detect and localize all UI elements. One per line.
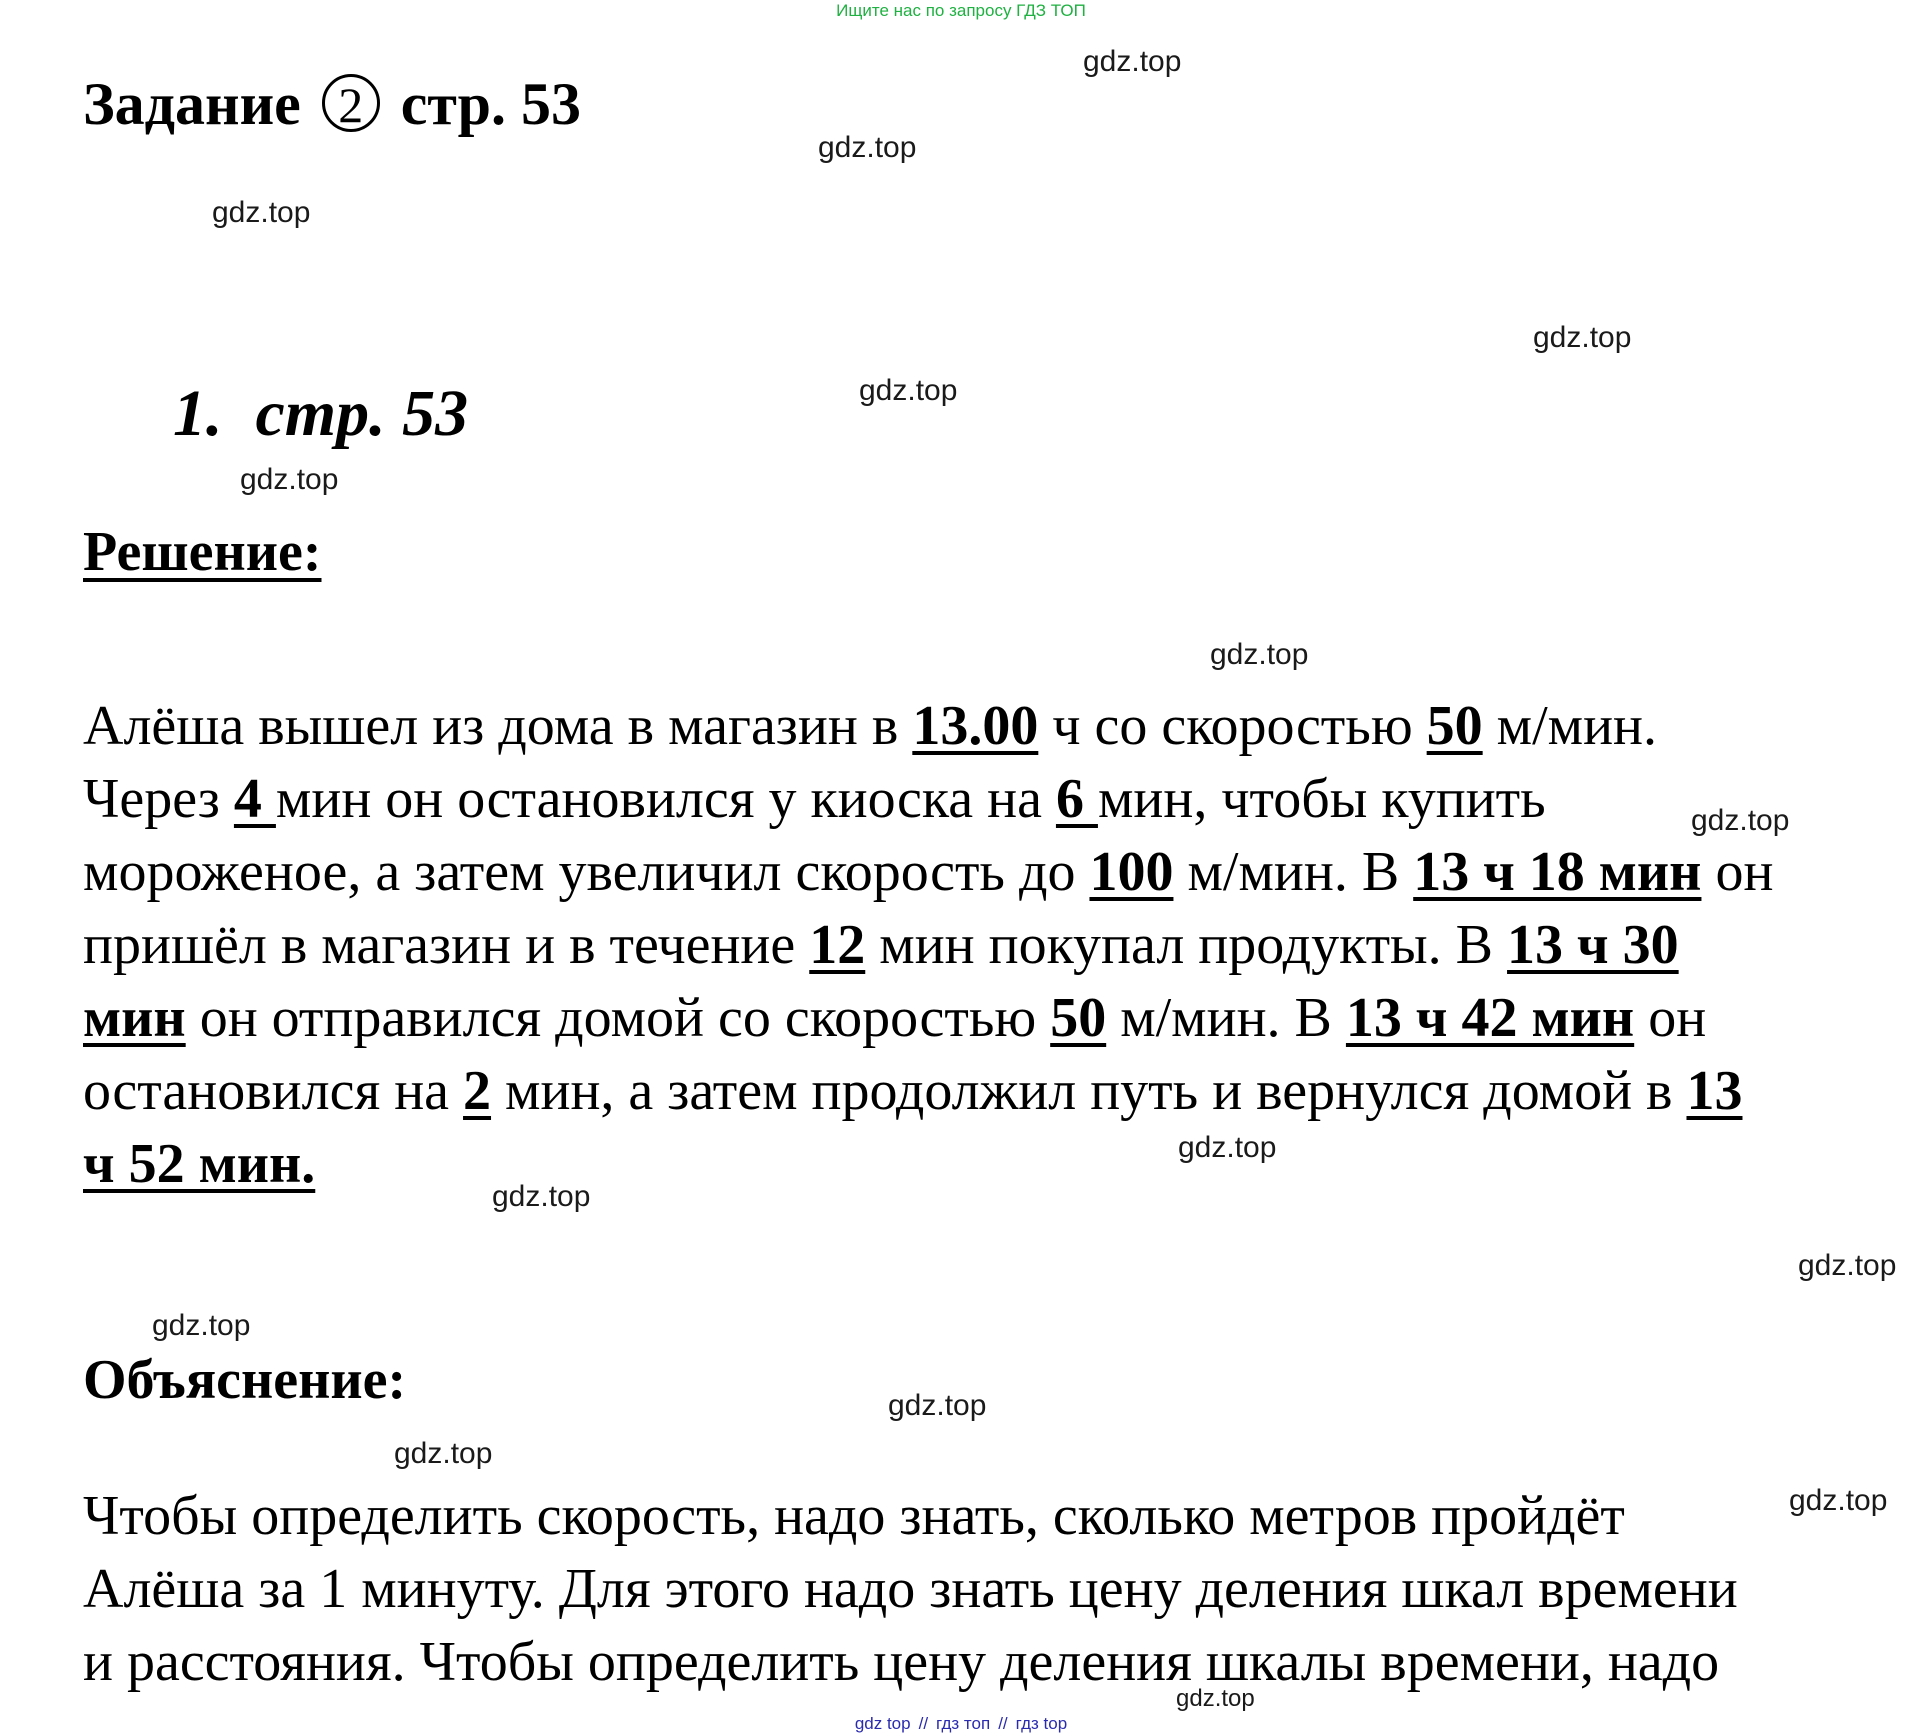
watermark-text: gdz.top: [212, 196, 311, 229]
footer-link[interactable]: гдз топ: [936, 1714, 991, 1733]
footer-separator: //: [918, 1714, 929, 1733]
watermark-text: gdz.top: [859, 374, 958, 407]
solution-text-segment: мороженое, а затем увеличил скорость до: [83, 841, 1090, 903]
solution-text-segment: он: [1701, 841, 1774, 903]
solution-text-segment: м/мин.: [1482, 695, 1658, 757]
explanation-text: [83, 1480, 1883, 1699]
watermark-text: gdz.top: [1083, 45, 1182, 78]
watermark-text: gdz.top: [1789, 1484, 1888, 1517]
watermark-text: gdz.top: [1691, 804, 1790, 837]
watermark-text: gdz.top: [1533, 321, 1632, 354]
footer-link[interactable]: gdz top: [854, 1714, 911, 1733]
solution-line: [83, 1128, 1883, 1201]
watermark-text: gdz.top: [888, 1389, 987, 1422]
answer-value: 100: [1089, 841, 1174, 903]
solution-line: [83, 763, 1883, 836]
solution-text-segment: мин он остановился у киоска на: [275, 768, 1056, 830]
solution-text: [83, 690, 1883, 1201]
solution-text-segment: остановился на: [83, 1060, 464, 1122]
watermark-text: gdz.top: [818, 131, 917, 164]
answer-value: 6: [1055, 768, 1098, 830]
solution-line: [83, 982, 1883, 1055]
solution-text-segment: ч со скоростью: [1038, 695, 1427, 757]
solution-text-segment: он отправился домой со скоростью: [185, 987, 1051, 1049]
answer-value: 4: [233, 768, 276, 830]
answer-value: 50: [1050, 987, 1107, 1049]
solution-heading: Решение:: [83, 521, 322, 583]
solution-text-segment: Через: [83, 768, 234, 830]
solution-line: [83, 1055, 1883, 1128]
explanation-heading: Объяснение:: [83, 1349, 407, 1411]
watermark-text: gdz.top: [1210, 638, 1309, 671]
explanation-line: и расстояния. Чтобы определить цену деления шкалы времени, надо: [83, 1631, 1720, 1693]
answer-value: 13 ч 42 мин: [1345, 987, 1635, 1049]
watermark-text: gdz.top: [240, 463, 339, 496]
answer-value: 13 ч 18 мин: [1413, 841, 1702, 903]
watermark-text: gdz.top: [1798, 1249, 1897, 1282]
solution-text-segment: м/мин. В: [1173, 841, 1414, 903]
watermark-text: gdz.top: [152, 1309, 251, 1342]
watermark-text: gdz.top: [492, 1180, 591, 1213]
answer-value: мин: [83, 987, 186, 1049]
task-page: стр. 53: [400, 71, 582, 137]
answer-value: 13 ч 30: [1507, 914, 1679, 976]
solution-text-segment: мин покупал продукты. В: [865, 914, 1508, 976]
solution-text-segment: Алёша вышел из дома в магазин в: [83, 695, 913, 757]
solution-line: [83, 836, 1883, 909]
solution-text-segment: мин, а затем продолжил путь и вернулся домой в: [491, 1060, 1687, 1122]
top-banner: Ищите нас по запросу ГДЗ ТОП: [836, 1, 1086, 20]
solution-text-segment: он: [1634, 987, 1707, 1049]
solution-line: [83, 690, 1883, 763]
task-prefix: Задание: [83, 71, 301, 137]
answer-value: 2: [463, 1060, 492, 1122]
task-title: [83, 70, 581, 138]
exercise-page: стр. 53: [255, 377, 469, 450]
watermark-text: gdz.top: [1176, 1685, 1255, 1712]
watermark-text: gdz.top: [1178, 1131, 1277, 1164]
answer-value: 50: [1426, 695, 1483, 757]
exercise-number: 1.: [173, 377, 223, 450]
solution-text-segment: мин, чтобы купить: [1097, 768, 1546, 830]
exercise-title: [173, 377, 468, 451]
footer-links: [0, 1713, 1922, 1735]
answer-value: 13: [1686, 1060, 1743, 1122]
solution-text-segment: пришёл в магазин и в течение: [83, 914, 810, 976]
footer-separator: //: [998, 1714, 1008, 1733]
answer-value: ч 52 мин.: [83, 1133, 316, 1195]
answer-value: 13.00: [912, 695, 1039, 757]
explanation-line: Чтобы определить скорость, надо знать, сколько метров пройдёт: [83, 1485, 1625, 1547]
solution-text-segment: м/мин. В: [1106, 987, 1346, 1049]
watermark-text: gdz.top: [394, 1437, 493, 1470]
explanation-line: Алёша за 1 минуту. Для этого надо знать цену деления шкал времени: [83, 1558, 1738, 1620]
solution-line: [83, 909, 1883, 982]
answer-value: 12: [809, 914, 866, 976]
task-number-circled: 2: [322, 74, 380, 132]
footer-link[interactable]: гдз top: [1015, 1714, 1068, 1733]
